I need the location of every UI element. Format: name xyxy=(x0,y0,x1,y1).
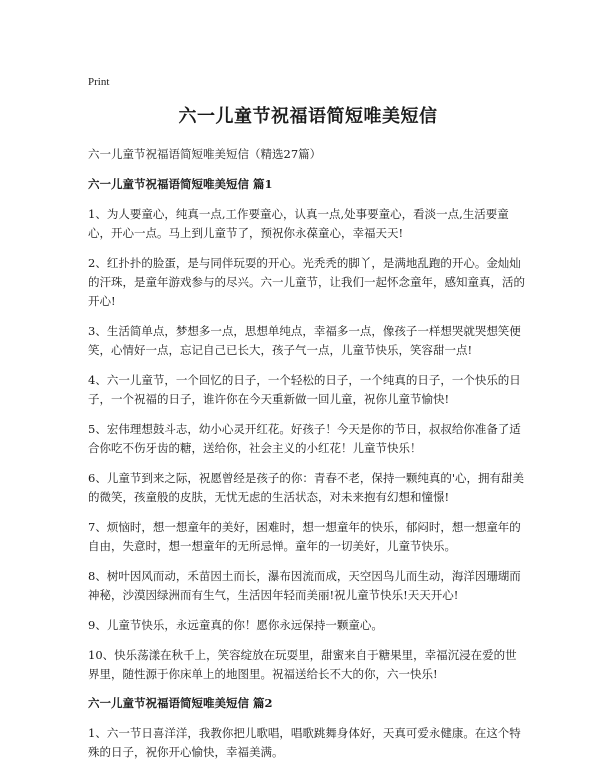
paragraph: 10、快乐荡漾在秋千上，笑容绽放在玩耍里，甜蜜来自于糖果里，幸福沉浸在爱的世界里，随性源于你床单上的地图里。祝福送给长不大的你，六一快乐! xyxy=(88,648,517,681)
paragraph: 2、红扑扑的脸蛋，是与同伴玩耍的开心。光秃秃的脚丫，是满地乱跑的开心。金灿灿的汗珠，是童年游戏参与的尽兴。六一儿童节，让我们一起怀念童年，感知童真，活的开心! xyxy=(88,256,525,308)
section-heading: 六一儿童节祝福语简短唯美短信 篇2 xyxy=(88,696,273,710)
paragraph: 1、为人要童心，纯真一点,工作要童心，认真一点,处事要童心，看淡一点,生活要童心，开心一点。马上到儿童节了，预祝你永葆童心，幸福天天! xyxy=(88,207,509,240)
paragraph: 4、六一儿童节，一个回忆的日子，一个轻松的日子，一个纯真的日子，一个快乐的日子，一个祝福的日子，谁许你在今天重新做一回儿童，祝你儿童节愉快! xyxy=(88,373,521,406)
page-title: 六一儿童节祝福语简短唯美短信 xyxy=(178,106,438,127)
paragraph: 5、宏伟理想鼓斗志，幼小心灵开红花。好孩子！今天是你的节日，叔叔给你准备了适合你吃不伤牙齿的糖，送给你，社会主义的小红花！儿童节快乐！ xyxy=(88,422,521,455)
section-2 xyxy=(88,695,528,762)
section-heading: 六一儿童节祝福语简短唯美短信 篇1 xyxy=(88,177,273,191)
paragraph: 9、儿童节快乐，永远童真的你！愿你永远保持一颗童心。 xyxy=(88,618,383,632)
paragraph: 8、树叶因风而动，禾苗因土而长，瀑布因流而成，天空因鸟儿而生动，海洋因珊瑚而神秘，沙漠因绿洲而有生气，生活因年轻而美丽!祝儿童节快乐!天天开心! xyxy=(88,569,521,602)
paragraph: 1、六一节日喜洋洋，我教你把儿歌唱，唱歌跳舞身体好，天真可爱永健康。在这个特殊的日子，祝你开心愉快，幸福美满。 xyxy=(88,726,521,759)
paragraph: 3、生活简单点，梦想多一点，思想单纯点，幸福多一点，像孩子一样想哭就哭想笑便笑，心情好一点，忘记自己已长大，孩子气一点，儿童节快乐，笑容甜一点! xyxy=(88,324,521,357)
document-page xyxy=(88,70,528,773)
section-1 xyxy=(88,176,528,684)
page-subtitle: 六一儿童节祝福语简短唯美短信（精选27篇） xyxy=(88,147,322,161)
print-link[interactable]: Print xyxy=(88,76,110,88)
paragraph: 7、烦恼时，想一想童年的美好，困难时，想一想童年的快乐，郁闷时，想一想童年的自由，失意时，想一想童年的无所忌惮。童年的一切美好，儿童节快乐。 xyxy=(88,520,521,553)
paragraph: 6、儿童节到来之际，祝愿曾经是孩子的你：青春不老，保持一颗纯真的'心，拥有甜美的微笑，孩童般的皮肤，无忧无虑的生活状态，对未来抱有幻想和憧憬! xyxy=(88,471,524,504)
